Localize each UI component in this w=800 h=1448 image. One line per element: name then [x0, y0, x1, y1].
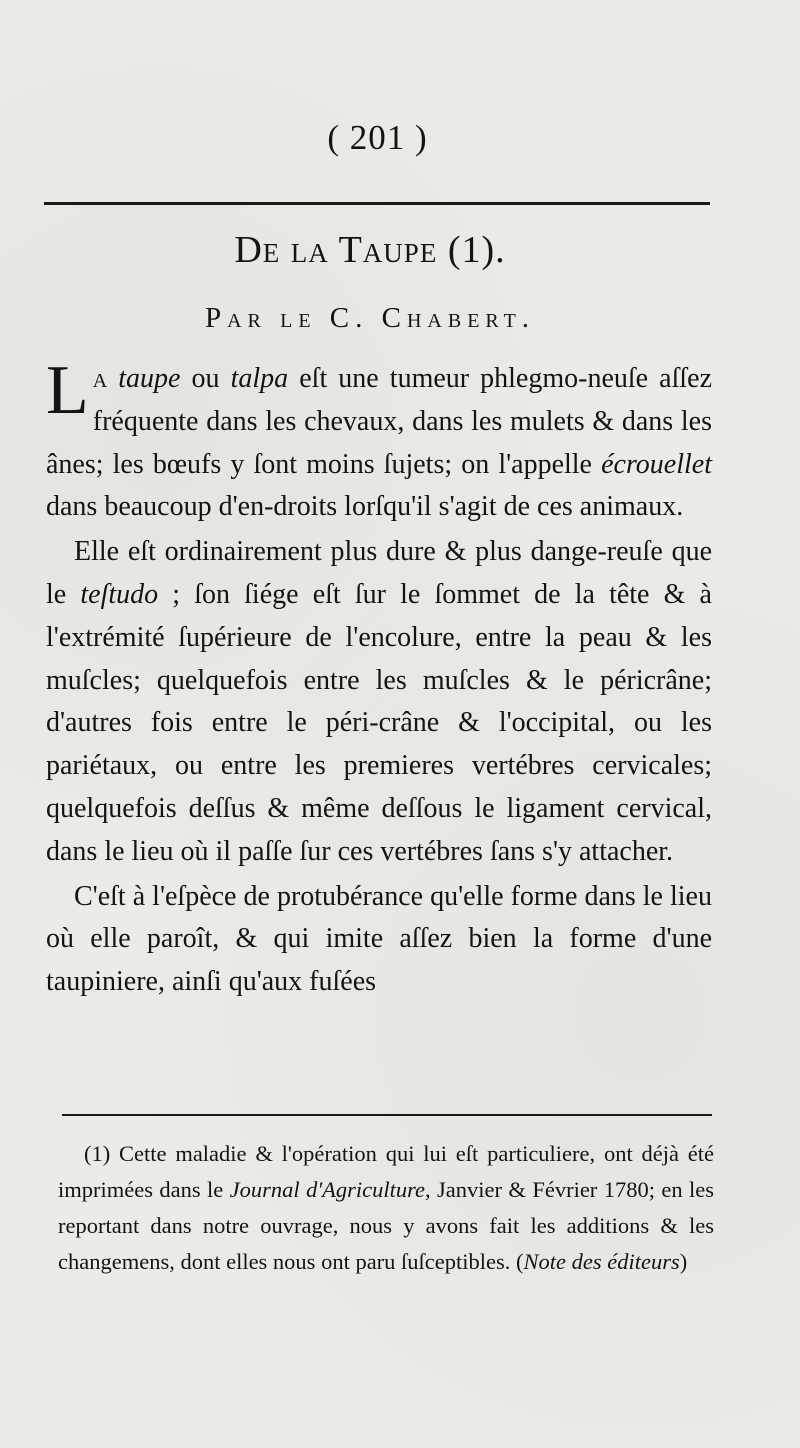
author-byline: Par le C. Chabert. [204, 302, 536, 334]
chapter-title: De la Taupe (1). [234, 229, 506, 271]
paragraph-2-text: ; ſon ſiége eſt ſur le ſommet de la tête & à l'extrémité ſupérieure de l'encolure, entre la peau & les muſcles; quelquefois entre les muſcles & le péricrâne; d'autres fois entre le péri-crâne & l'occipital, ou les pariétaux, ou entre les premieres vertébres cervicales; quelquefois deſſus & même deſſous le ligament cervical, dans le lieu où il paſſe ſur ces vertébres ſans s'y attacher. [46, 578, 712, 867]
paragraph-1-text: eſt une tumeur phlegmo-neuſe aſſez fréquente dans les chevaux, dans les mulets & dans les ânes; les bœufs y ſont moins ſujets; on l'appelle [46, 363, 713, 480]
paragraph-1-italic: talpa [230, 363, 289, 394]
paragraph-1 [46, 352, 713, 529]
paragraph-1-text: a [92, 363, 119, 394]
footnote-text: ) [679, 1249, 688, 1274]
footnote-text: , Janvier & Février 1780; en les reportant dans notre ouvrage, nous y avons fait les additions & les changemens, dont elles nous ont paru ſuſceptibles. ( [58, 1177, 714, 1274]
footnote-text: (1) Cette maladie & l'opération qui lui eſt particuliere, ont déjà été imprimées dans le [58, 1141, 714, 1202]
page-number: ( 201 ) [327, 118, 428, 157]
footnote-italic: Note des éditeurs [523, 1249, 680, 1274]
body-text [46, 352, 713, 1004]
paragraph-2-text: Elle eſt ordinairement plus dure & plus dange-reuſe que le [46, 536, 712, 610]
paragraph-1-italic: taupe [118, 363, 181, 394]
footnote-rule [62, 1114, 712, 1116]
footnote [58, 1136, 714, 1280]
paragraph-2 [46, 531, 712, 873]
paragraph-1-italic: écrouellet [601, 448, 712, 480]
paragraph-1-text: dans beaucoup d'en-droits lorſqu'il s'agit de ces animaux. [46, 491, 684, 523]
paragraph-1-text: ou [180, 363, 231, 394]
drop-cap: L [46, 352, 89, 429]
paragraph-2-italic: teſtudo [80, 578, 159, 610]
footnote-italic: Journal d'Agriculture [229, 1177, 426, 1202]
paragraph-3: C'eſt à l'eſpèce de protubérance qu'elle forme dans le lieu où elle paroît, & qui imite aſſez bien la forme d'une taupiniere, ainſi qu'aux fuſées [46, 880, 712, 998]
header-rule [44, 202, 710, 205]
